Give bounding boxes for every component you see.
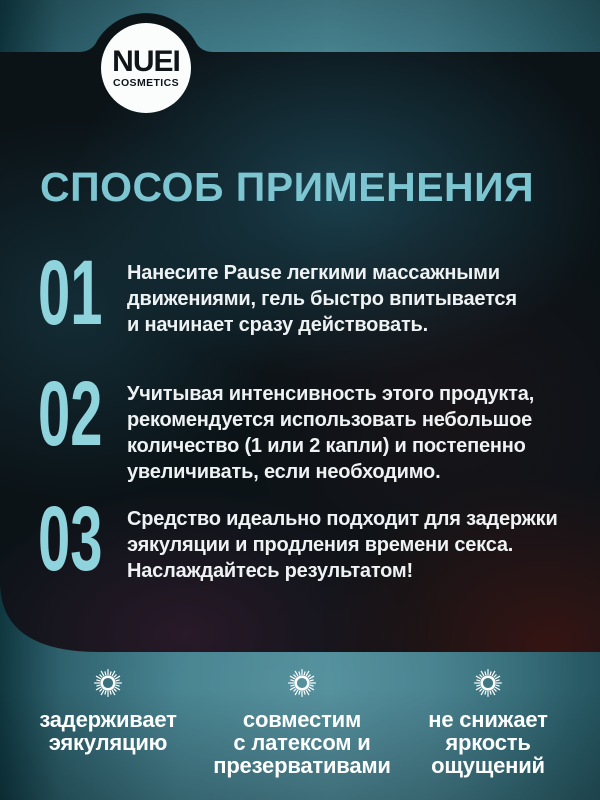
feature-label: совместим с латексом и презервативами	[213, 707, 391, 778]
step-1-line: Нанесите Pause легкими массажными	[127, 262, 500, 284]
step-3-text	[127, 506, 558, 584]
step-3-number: 03	[38, 488, 103, 590]
sunburst-icon	[473, 668, 503, 698]
brand-subname: COSMETICS	[112, 76, 180, 89]
feature-keeps-sensation	[393, 668, 583, 777]
step-3-line: Наслаждайтесь результатом!	[127, 560, 413, 582]
feature-label: не снижает яркость ощущений	[428, 707, 548, 778]
step-3-line: эякуляции и продления времени секса.	[127, 534, 514, 556]
step-1-line: движениями, гель быстро впитывается	[127, 288, 517, 310]
feature-label: задерживает эякуляцию	[39, 707, 177, 755]
step-2-line: рекомендуется использовать небольшое	[127, 409, 533, 431]
step-2-line: количество (1 или 2 капли) и постепенно	[127, 435, 526, 457]
feature-latex-compatible	[187, 668, 417, 777]
sunburst-icon	[287, 668, 317, 698]
step-2-line: Учитывая интенсивность этого продукта,	[127, 383, 535, 405]
step-2-number: 02	[38, 363, 103, 465]
step-1-line: и начинает сразу действовать.	[127, 314, 428, 336]
step-2-line: увеличивать, если необходимо.	[127, 461, 441, 483]
step-3-line: Средство идеально подходит для задержки	[127, 508, 558, 530]
step-1-number: 01	[38, 242, 103, 344]
brand-name: NUEI	[112, 44, 180, 78]
feature-delays-ejaculation	[18, 668, 198, 754]
sunburst-icon	[93, 668, 123, 698]
page-title: СПОСОБ ПРИМЕНЕНИЯ	[40, 164, 535, 210]
step-1-text	[127, 260, 517, 338]
step-2-text	[127, 381, 534, 485]
brand-logo	[101, 23, 191, 113]
